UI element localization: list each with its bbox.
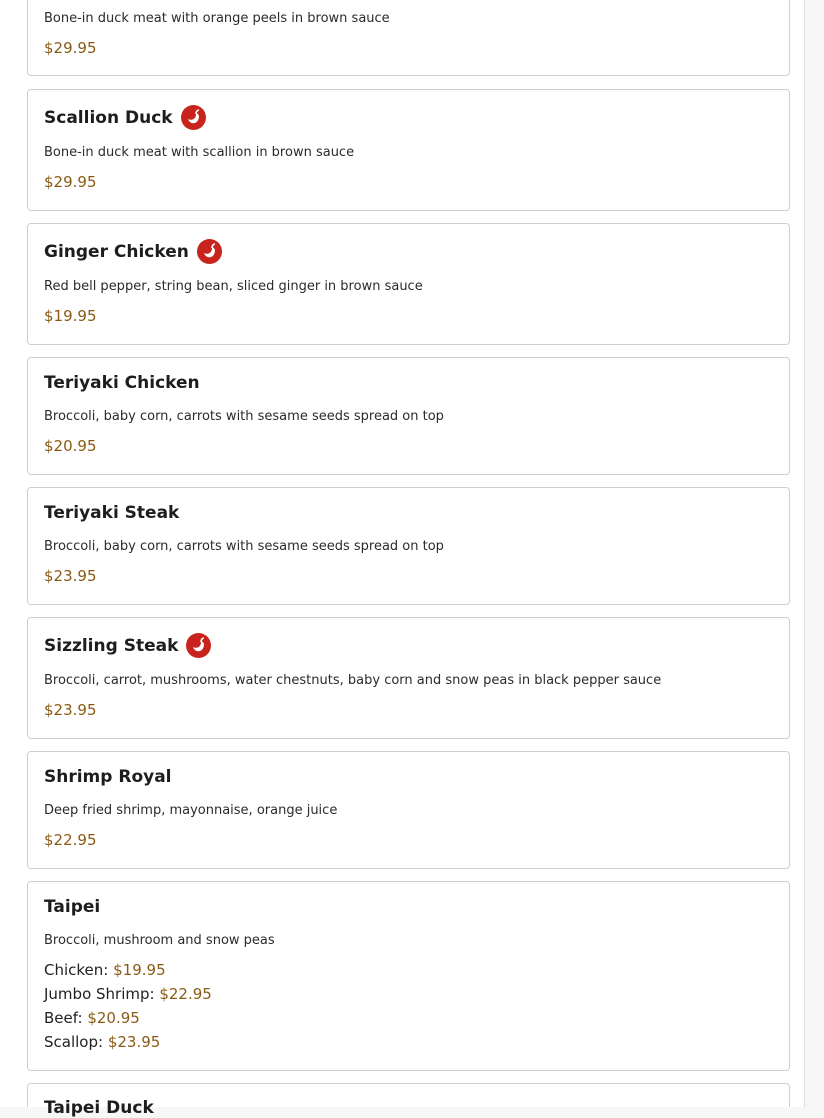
- item-name-text: Teriyaki Steak: [44, 503, 180, 523]
- item-description: Red bell pepper, string bean, sliced ginger in brown sauce: [44, 279, 423, 294]
- item-name: [44, 897, 100, 917]
- menu-item-card[interactable]: [27, 89, 790, 211]
- item-description: Broccoli, baby corn, carrots with sesame seeds spread on top: [44, 409, 444, 424]
- option-label: Beef:: [44, 1009, 83, 1027]
- item-name: [44, 373, 200, 393]
- option-price: $22.95: [159, 985, 212, 1003]
- menu-item-card[interactable]: [27, 487, 790, 605]
- item-name: [44, 1098, 154, 1118]
- menu-item-card[interactable]: [27, 223, 790, 345]
- item-description: Deep fried shrimp, mayonnaise, orange juice: [44, 803, 338, 818]
- option-price: $19.95: [113, 961, 166, 979]
- item-name-text: Ginger Chicken: [44, 241, 189, 262]
- item-name: [44, 105, 206, 130]
- item-price: $23.95: [44, 567, 97, 585]
- item-name-text: Shrimp Royal: [44, 767, 172, 787]
- item-name-text: Sizzling Steak: [44, 635, 179, 656]
- item-name: [44, 239, 222, 264]
- chili-pepper-icon: [197, 239, 222, 264]
- item-price: $29.95: [44, 39, 97, 57]
- price-option: [44, 1009, 140, 1027]
- item-description: Broccoli, mushroom and snow peas: [44, 933, 275, 948]
- price-option: [44, 985, 212, 1003]
- item-name: [44, 767, 172, 787]
- item-price: $20.95: [44, 437, 97, 455]
- menu-item-card[interactable]: [27, 881, 790, 1071]
- item-price: $29.95: [44, 173, 97, 191]
- chili-pepper-icon: [181, 105, 206, 130]
- option-label: Jumbo Shrimp:: [44, 985, 155, 1003]
- option-label: Chicken:: [44, 961, 109, 979]
- item-name-text: Taipei: [44, 897, 101, 917]
- item-price: $22.95: [44, 831, 97, 849]
- menu-item-card[interactable]: [27, 751, 790, 869]
- item-price: $23.95: [44, 701, 97, 719]
- option-price: $20.95: [87, 1009, 140, 1027]
- option-label: Scallop:: [44, 1033, 104, 1051]
- item-name-text: Scallion Duck: [44, 107, 173, 128]
- menu-item-card[interactable]: [27, 617, 790, 739]
- item-name-text: Taipei Duck: [44, 1098, 154, 1118]
- menu-item-card[interactable]: [27, 0, 790, 76]
- price-option: [44, 1033, 160, 1051]
- item-description: Broccoli, carrot, mushrooms, water chestnuts, baby corn and snow peas in black pepper sauce: [44, 673, 662, 688]
- option-price: $23.95: [107, 1033, 161, 1051]
- item-description: Broccoli, baby corn, carrots with sesame seeds spread on top: [44, 539, 444, 554]
- item-price: $19.95: [44, 307, 97, 325]
- chili-pepper-icon: [186, 633, 211, 658]
- item-description: Bone-in duck meat with orange peels in brown sauce: [44, 11, 390, 26]
- item-name: [44, 503, 179, 523]
- item-name-text: Teriyaki Chicken: [44, 373, 200, 393]
- menu-item-card[interactable]: [27, 357, 790, 475]
- price-option: [44, 961, 166, 979]
- item-description: Bone-in duck meat with scallion in brown sauce: [44, 145, 355, 160]
- item-name: [44, 633, 211, 658]
- menu-item-card[interactable]: [27, 1083, 790, 1118]
